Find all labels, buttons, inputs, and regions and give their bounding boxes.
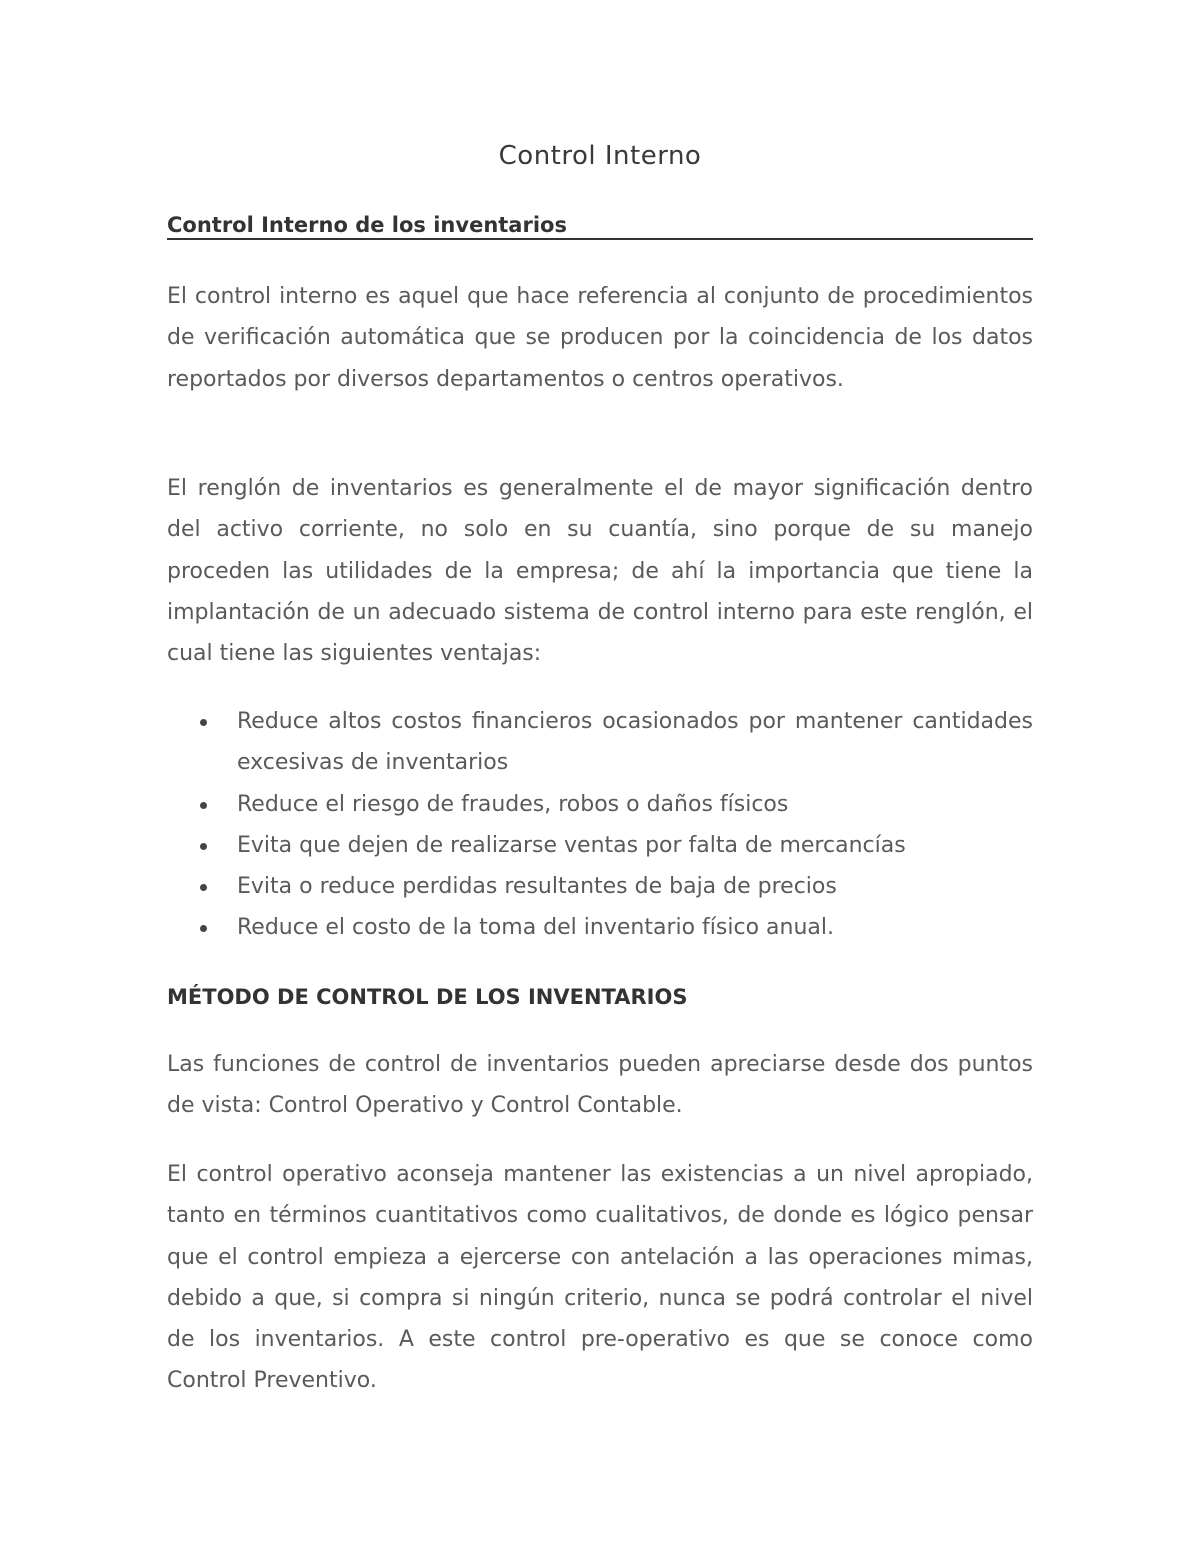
- document-title: Control Interno: [498, 141, 702, 171]
- bullet-icon: [200, 884, 207, 891]
- list-item-text: Reduce el riesgo de fraudes, robos o daños físicos: [237, 791, 789, 817]
- advantages-list: [167, 701, 1033, 949]
- list-item-text: Reduce altos costos financieros ocasionados por mantener cantidades excesivas de inventarios: [237, 709, 1033, 776]
- section-heading-metodo-control: MÉTODO DE CONTROL DE LOS INVENTARIOS: [167, 985, 688, 1009]
- list-item-text: Reduce el costo de la toma del inventario físico anual.: [237, 915, 834, 941]
- list-item: [167, 907, 1033, 948]
- list-item: [167, 701, 1033, 784]
- list-item: [167, 825, 1033, 866]
- bullet-icon: [200, 925, 207, 932]
- section-heading-control-interno-inventarios: Control Interno de los inventarios: [167, 212, 1033, 240]
- list-item-text: Evita que dejen de realizarse ventas por falta de mercancías: [237, 832, 906, 858]
- list-item-text: Evita o reduce perdidas resultantes de baja de precios: [237, 874, 837, 900]
- list-item: [167, 784, 1033, 825]
- paragraph-operative-control: El control operativo aconseja mantener las existencias a un nivel apropiado, tanto en términos cuantitativos como cualitativos, de donde es lógico pensar que el control empieza a ejercerse con antelación a las operaciones mimas, debido a que, si compra si ningún criterio, nunca se podrá controlar el nivel de los inventarios. A este control pre-operativo es que se conoce como Control Preventivo.: [167, 1162, 1033, 1394]
- paragraph-inventory-importance: El renglón de inventarios es generalmente el de mayor significación dentro del activo corriente, no solo en su cuantía, sino porque de su manejo proceden las utilidades de la empresa; de ahí la importancia que tiene la implantación de un adecuado sistema de control interno para este renglón, el cual tiene las siguientes ventajas:: [167, 476, 1033, 667]
- bullet-icon: [200, 719, 207, 726]
- bullet-icon: [200, 843, 207, 850]
- paragraph-definition: El control interno es aquel que hace referencia al conjunto de procedimientos de verificación automática que se producen por la coincidencia de los datos reportados por diversos departamentos o centros operativos.: [167, 284, 1033, 392]
- bullet-icon: [200, 802, 207, 809]
- paragraph-control-functions: Las funciones de control de inventarios pueden apreciarse desde dos puntos de vista: Control Operativo y Control Contable.: [167, 1052, 1033, 1119]
- list-item: [167, 866, 1033, 907]
